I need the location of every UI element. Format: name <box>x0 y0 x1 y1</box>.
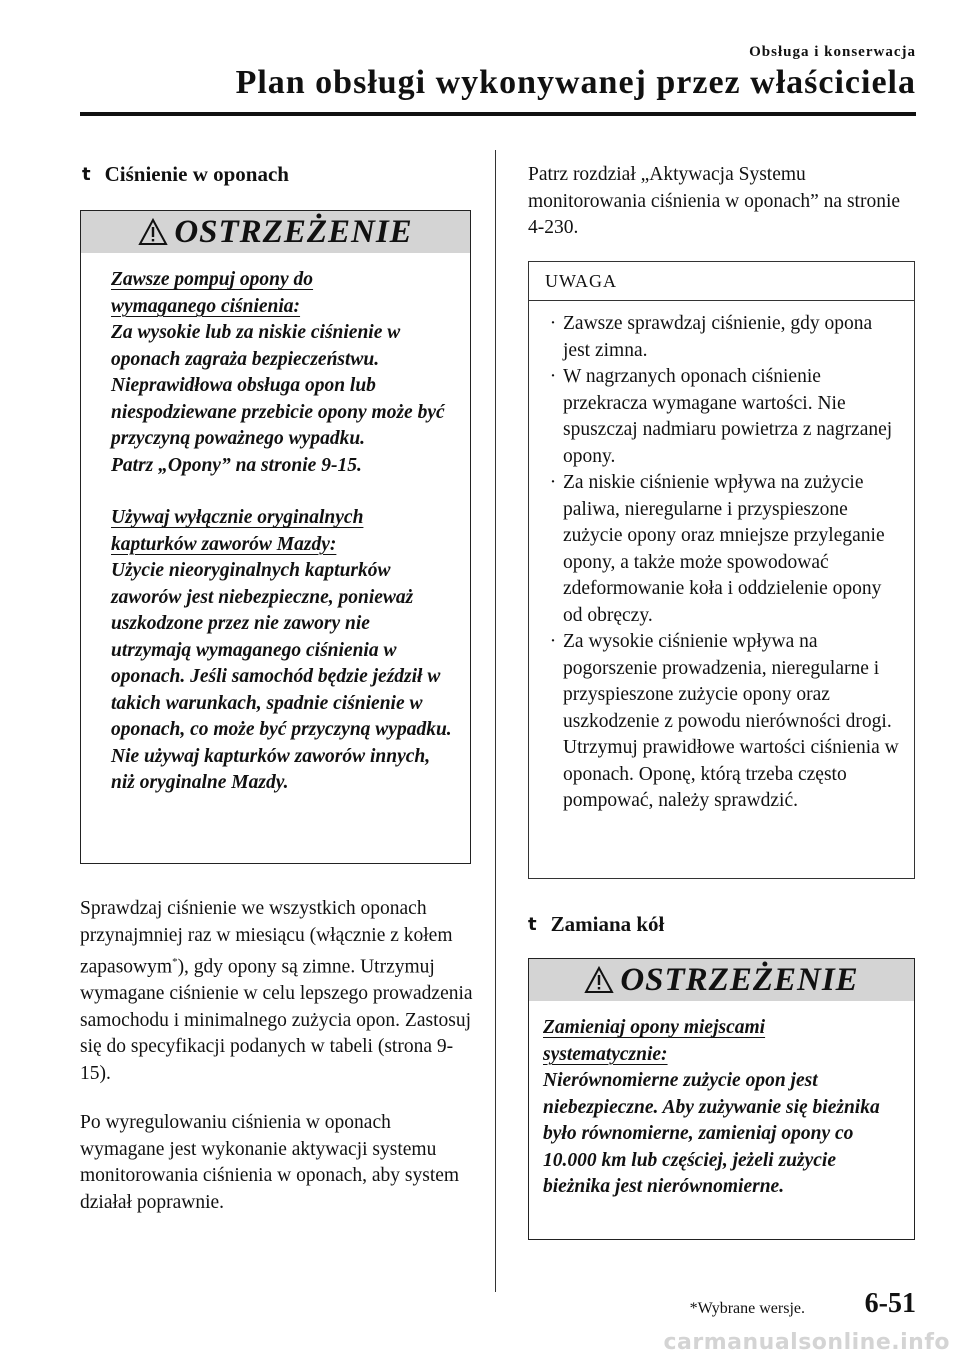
note-item: · W nagrzanych oponach ciśnienie przekracza wymagane wartości. Nie spuszczaj nadmiaru powietrza z nagrzanej opony. <box>543 364 900 470</box>
heading-tire-pressure <box>82 162 289 187</box>
note-item: · Za wysokie ciśnienie wpływa na pogorszenie prowadzenia, nieregularne i przyspieszone zużycie opony oraz uszkodzenie z powodu nierówności drogi. Utrzymuj prawidłowe wartości ciśnienia w oponach. Oponę, którą trzeba często pompować, należy sprawdzić. <box>543 629 900 815</box>
body-paragraph-1: Sprawdzaj ciśnienie we wszystkich oponach przynajmniej raz w miesiącu (włącznie z kołem zapasowym*), gdy opony są zimne. Utrzymuj wymagane ciśnienie w celu lepszego prowadzenia samochodu i minimalnego zużycia opon. Zastosuj się do specyfikacji podanych w tabeli (strona 9-15). <box>80 898 473 1084</box>
warning-body <box>529 1001 914 1215</box>
bullet-dot-icon: · <box>549 313 557 334</box>
bullet-dot-icon: · <box>549 472 557 493</box>
page-title: Plan obsługi wykonywanej przez właściciela <box>235 64 916 101</box>
heading-wheel-rotation <box>528 912 664 937</box>
warning-body <box>81 253 470 811</box>
warning-paragraph-1 <box>543 1015 896 1201</box>
footnote-star: * <box>172 956 178 968</box>
warning-subheading: Zamieniaj opony miejscami <box>543 1017 766 1038</box>
warning-text: Nierównomierne zużycie opon jest niebezpieczne. Aby zużywanie się bieżnika było równomierne, zamieniaj opony co 10.000 km lub częściej, jeżeli zużycie bieżnika jest nierównomierne. <box>543 1070 880 1197</box>
warning-paragraph-2 <box>111 505 452 797</box>
body-paragraph-2: Po wyregulowaniu ciśnienia w oponach wymagane jest wykonanie aktywacji systemu monitorowania ciśnienia w oponach, aby system działał poprawnie. <box>80 1112 460 1213</box>
warning-triangle-icon <box>138 218 168 246</box>
note-body <box>529 301 914 827</box>
watermark: carmanualsonline.info <box>663 1330 950 1355</box>
warning-box-wheel-rotation <box>528 958 915 1240</box>
note-box <box>528 261 915 879</box>
warning-subheading: systematycznie: <box>543 1043 668 1065</box>
heading-text: Zamiana kół <box>550 912 665 936</box>
warning-banner <box>529 959 914 1001</box>
note-item: · Za niskie ciśnienie wpływa na zużycie paliwa, nieregularne i przyspieszone zużycie opony oraz mniejsze przyleganie opony, a także może spowodować zdeformowanie koła i oddzielenie opony od obręczy. <box>543 470 900 629</box>
heading-text: Ciśnienie w oponach <box>104 162 289 186</box>
note-item: · Zawsze sprawdzaj ciśnienie, gdy opona jest zimna. <box>543 311 900 364</box>
reference-paragraph: Patrz rozdział „Aktywacja Systemu monitorowania ciśnienia w oponach” na stronie 4-230. <box>528 164 901 238</box>
warning-banner <box>81 211 470 253</box>
note-title: UWAGA <box>529 262 914 301</box>
warning-box-tire-pressure <box>80 210 471 864</box>
footnote: *Wybrane wersje. <box>689 1300 805 1317</box>
warning-subheading: kapturków zaworów Mazdy: <box>111 533 337 555</box>
note-extra-text: Utrzymuj prawidłowe wartości ciśnienia w oponach. Oponę, którą trzeba często pompować, należy sprawdzić. <box>563 737 899 811</box>
warning-subheading: wymaganego ciśnienia: <box>111 295 301 317</box>
warning-text: Za wysokie lub za niskie ciśnienie w oponach zagraża bezpieczeństwu. Nieprawidłowa obsługa opon lub niespodziewane przebicie opony może być przyczyną poważnego wypadku. <box>111 322 445 449</box>
warning-paragraph-1 <box>111 267 452 479</box>
warning-subheading: Używaj wyłącznie oryginalnych <box>111 507 364 528</box>
warning-text: Użycie nieoryginalnych kapturków zaworów jest niebezpieczne, ponieważ uszkodzone przez nie zawory nie utrzymają wymaganego ciśnienia w oponach. Jeśli samochód będzie jeździł w takich warunkach, spadnie ciśnienie w oponach, co może być przyczyną wypadku. Nie używaj kapturków zaworów innych, niż oryginalne Mazdy. <box>111 560 452 793</box>
warning-subheading: Zawsze pompuj opony do <box>111 269 314 290</box>
section-bullet-icon: t <box>82 164 91 185</box>
column-divider <box>495 150 496 1292</box>
section-label: Obsługa i konserwacja <box>749 44 916 60</box>
warning-title: OSTRZEŻENIE <box>174 213 413 250</box>
warning-title: OSTRZEŻENIE <box>620 961 859 998</box>
warning-reference: Patrz „Opony” na stronie 9-15. <box>111 454 362 476</box>
bullet-dot-icon: · <box>549 631 557 652</box>
bullet-dot-icon: · <box>549 366 557 387</box>
section-bullet-icon: t <box>528 914 537 935</box>
warning-triangle-icon <box>584 966 614 994</box>
page-number: 6-51 <box>864 1288 916 1319</box>
header-rule <box>80 112 916 116</box>
